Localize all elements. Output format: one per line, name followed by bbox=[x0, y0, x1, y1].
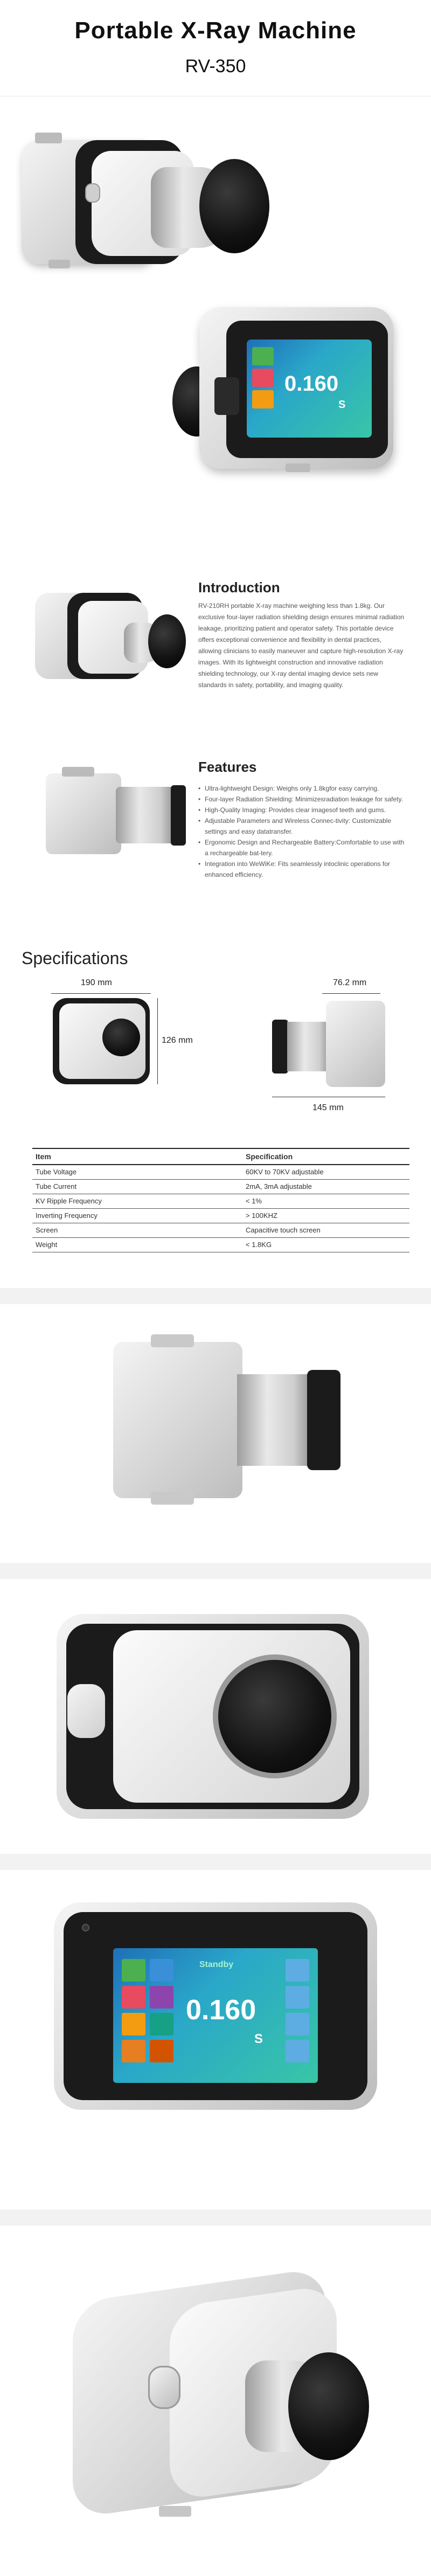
spec-item: Tube Voltage bbox=[32, 1165, 242, 1179]
spec-value: 2mA, 3mA adjustable bbox=[242, 1179, 409, 1194]
gallery-angled-clip bbox=[159, 2506, 191, 2517]
model-name: RV-350 bbox=[185, 56, 246, 77]
features-lens bbox=[116, 787, 175, 843]
gallery-angled-button bbox=[148, 2366, 180, 2409]
screen-tile bbox=[150, 1959, 173, 1982]
specs-title: Specifications bbox=[22, 948, 128, 968]
screen-tile bbox=[122, 1986, 145, 2009]
width-dim-line bbox=[51, 993, 151, 994]
gallery-separator bbox=[0, 2210, 431, 2226]
features-cap bbox=[171, 785, 186, 846]
spec-table bbox=[32, 1148, 409, 1252]
table-row bbox=[32, 1179, 409, 1194]
screen-unit: S bbox=[338, 399, 346, 411]
gallery-side-clip-top bbox=[151, 1334, 194, 1347]
side-view-lens bbox=[287, 1022, 330, 1071]
spec-item: Inverting Frequency bbox=[32, 1208, 242, 1223]
width-dim-label: 190 mm bbox=[81, 978, 112, 987]
spec-item: KV Ripple Frequency bbox=[32, 1194, 242, 1208]
feature-item: • Integration into WeWiKe: Fits seamlessly intoclinic operations for enhanced efficiency. bbox=[198, 858, 408, 880]
gallery-screen-view bbox=[54, 1902, 377, 2113]
screen-tile bbox=[286, 1986, 309, 2009]
spec-value: 60KV to 70KV adjustable bbox=[242, 1165, 409, 1179]
gallery-side-view bbox=[108, 1331, 345, 1514]
screen-tile bbox=[122, 2013, 145, 2035]
screen-tile bbox=[150, 2013, 173, 2035]
screen-tile bbox=[122, 1959, 145, 1982]
spec-item: Tube Current bbox=[32, 1179, 242, 1194]
screen-value: 0.160 bbox=[284, 372, 339, 396]
gallery-angled-cap bbox=[288, 2352, 369, 2460]
side-view bbox=[272, 998, 385, 1090]
gallery-screen bbox=[113, 1948, 318, 2083]
intro-title: Introduction bbox=[198, 579, 280, 595]
intro-text: RV-210RH portable X-ray machine weighing less than 1.8kg. Our exclusive four-layer radiation shielding design ensures minimal radiation leakage, prioritizing patient and operator safety. This portable device offers exceptional convenience and flexibility in dental practices, allowing clinicians to easily maneuver and capture high-resolution X-ray images. With its lightweight construction and innovative radiation shielding technology, our X-ray dental imaging device sets new standards in safety, portability, and imaging quality. bbox=[198, 602, 405, 689]
side-view-cap bbox=[272, 1020, 288, 1074]
front-view bbox=[53, 998, 150, 1084]
page-header bbox=[0, 0, 431, 97]
features-list bbox=[198, 783, 408, 880]
screen-tile bbox=[286, 1959, 309, 1982]
gallery-side-lens bbox=[237, 1374, 312, 1466]
features-device-body bbox=[46, 773, 121, 854]
lens-cap bbox=[199, 159, 269, 253]
front-view-cap bbox=[102, 1019, 140, 1056]
gallery-front-cap bbox=[218, 1660, 331, 1773]
features-device-clip bbox=[62, 767, 94, 777]
spec-item: Screen bbox=[32, 1223, 242, 1237]
table-row bbox=[32, 1194, 409, 1208]
intro-section bbox=[198, 579, 406, 691]
feature-item: • Ultra-lightweight Design: Weighs only 1.8kgfor easy carrying. bbox=[198, 783, 408, 794]
hero-device-front bbox=[16, 108, 269, 302]
spec-item: Weight bbox=[32, 1237, 242, 1252]
standby-label: Standby bbox=[199, 1960, 234, 1969]
gallery-screen-unit: S bbox=[254, 2032, 263, 2046]
gallery-angled-view bbox=[67, 2253, 369, 2533]
gallery-side-clip-bottom bbox=[151, 1492, 194, 1505]
rear-clip bbox=[286, 463, 310, 472]
intro-cap bbox=[148, 614, 186, 668]
depth-top-label: 76.2 mm bbox=[333, 978, 367, 987]
gallery-separator bbox=[0, 1854, 431, 1870]
gallery-front-view bbox=[57, 1614, 374, 1822]
top-latch bbox=[35, 133, 62, 143]
gallery-separator bbox=[0, 1563, 431, 1579]
height-dim-label: 126 mm bbox=[162, 1036, 193, 1045]
gallery-separator bbox=[0, 1288, 431, 1304]
table-row bbox=[32, 1208, 409, 1223]
feature-item: • Ergonomic Design and Rechargeable Battery:Comfortable to use with a rechargeable bat-tery. bbox=[198, 837, 408, 858]
screen-tile bbox=[150, 1986, 173, 2009]
feature-item: • Four-layer Radiation Shielding: Minimizesradiation leakage for safety. bbox=[198, 794, 408, 805]
side-port bbox=[214, 377, 239, 415]
gallery-front-button bbox=[67, 1684, 105, 1738]
handle-button bbox=[85, 183, 100, 203]
spec-value: > 100KHZ bbox=[242, 1208, 409, 1223]
table-row bbox=[32, 1223, 409, 1237]
screen-tile bbox=[252, 347, 274, 365]
hero-device-rear bbox=[162, 275, 420, 528]
gallery-screen-value: 0.160 bbox=[186, 1995, 256, 2026]
spec-header-item: Item bbox=[32, 1148, 242, 1165]
table-row bbox=[32, 1165, 409, 1179]
features-section bbox=[198, 759, 408, 880]
spec-value: < 1.8KG bbox=[242, 1237, 409, 1252]
side-view-body bbox=[326, 1001, 385, 1087]
screen-tile bbox=[286, 2013, 309, 2035]
screen-tile bbox=[122, 2040, 145, 2062]
spec-value: Capacitive touch screen bbox=[242, 1223, 409, 1237]
screen-tile bbox=[286, 2040, 309, 2062]
depth-top-line bbox=[322, 993, 380, 994]
gallery-side-body bbox=[113, 1342, 242, 1498]
feature-item: • High-Quality Imaging: Provides clear imagesof teeth and gums. bbox=[198, 805, 408, 815]
screen-tile bbox=[252, 369, 274, 387]
bottom-latch bbox=[48, 260, 70, 268]
screen-tile bbox=[252, 390, 274, 408]
table-row bbox=[32, 1237, 409, 1252]
features-image bbox=[30, 763, 186, 870]
camera-dot bbox=[82, 1924, 89, 1931]
spec-table-header bbox=[32, 1148, 409, 1165]
depth-bottom-label: 145 mm bbox=[312, 1103, 344, 1112]
intro-image bbox=[30, 582, 186, 690]
page-title: Portable X-Ray Machine bbox=[74, 17, 357, 44]
spec-table-wrap bbox=[32, 1148, 409, 1252]
spec-header-spec: Specification bbox=[242, 1148, 409, 1165]
gallery-side-cap bbox=[307, 1370, 340, 1470]
features-title: Features bbox=[198, 759, 257, 775]
spec-value: < 1% bbox=[242, 1194, 409, 1208]
rear-screen bbox=[247, 340, 372, 438]
height-dim-line bbox=[157, 998, 158, 1084]
feature-item: • Adjustable Parameters and Wireless Connec-tivity: Customizable settings and easy datatransfer. bbox=[198, 815, 408, 837]
screen-tile bbox=[150, 2040, 173, 2062]
